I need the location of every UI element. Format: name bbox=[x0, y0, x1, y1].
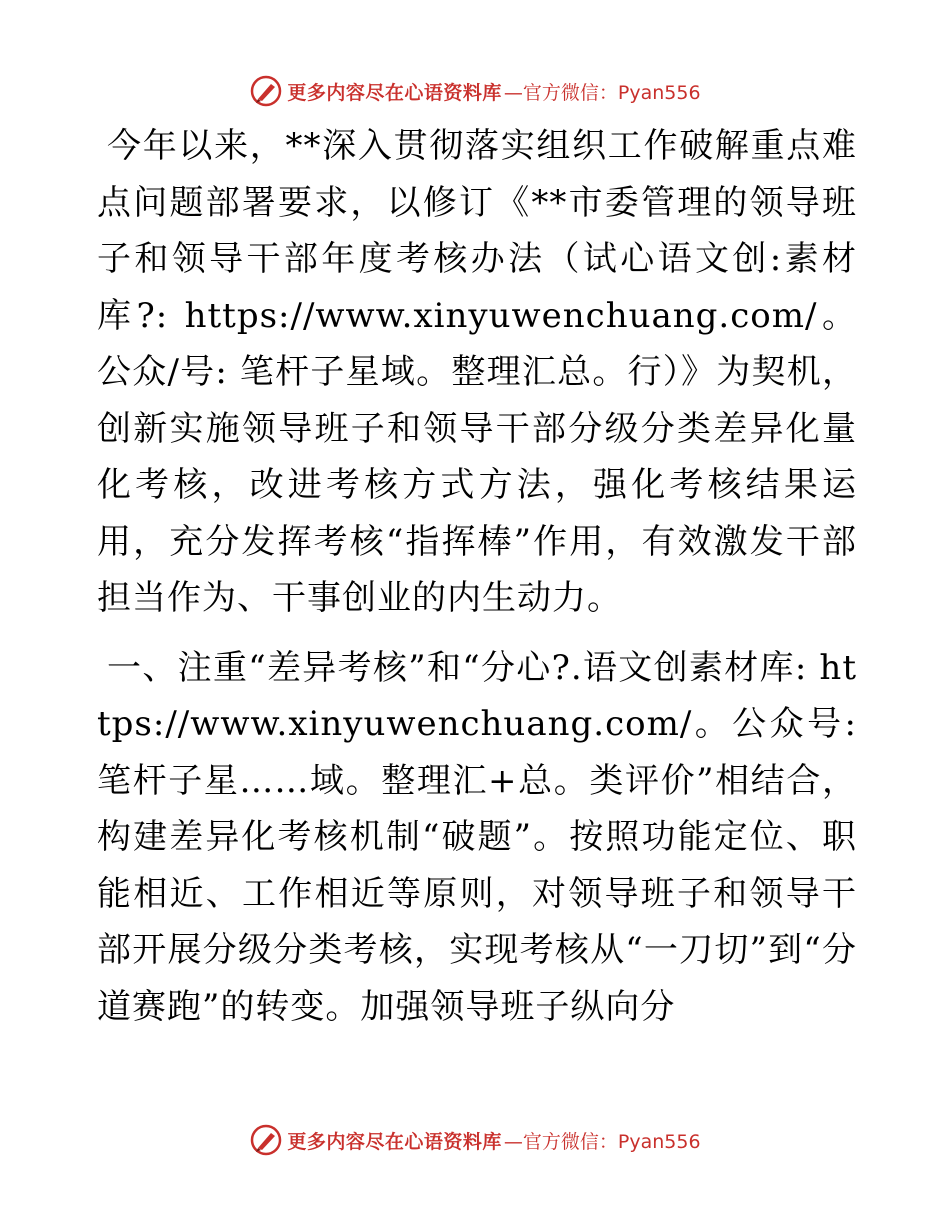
banner-brand-text: 更多内容尽在心语资料库 bbox=[287, 81, 502, 104]
paragraph-section-one: 一、注重“差异考核”和“分心?.语文创素材库: https://www.xinyuwenchuang.com/。公众号: 笔杆子星……域。整理汇+总。类评价”相结合，构建差异化考核机制“破题”。按照功能定位、职能相近、工作相近等原则，对领导班子和领导干部开展分级分类考核，实现考核从“一刀切”到“分道赛跑”的转变。加强领导班子纵向分 bbox=[97, 647, 857, 1027]
banner-brand-text: 更多内容尽在心语资料库 bbox=[287, 1130, 502, 1153]
paragraph-intro: 今年以来，**深入贯彻落实组织工作破解重点难点问题部署要求，以修订《**市委管理的领导班子和领导干部年度考核办法（试心语文创:素材库?: https://www.xinyuwenchuang.com/。公众/号: 笔杆子星域。整理汇总。行）》为契机，创新实施领导班子和领导干部分级分类差异化量化考核，改进考核方式方法，强化考核结果运用，充分发挥考核“指挥棒”作用，有效激发干部担当作为、干事创业的内生动力。 bbox=[97, 126, 857, 618]
document-body bbox=[97, 118, 857, 1035]
quill-pen-logo-icon bbox=[249, 74, 283, 108]
banner-wechat-text: —官方微信：Pyan556 bbox=[503, 81, 701, 104]
footer-watermark-banner bbox=[0, 1122, 950, 1158]
quill-pen-logo-icon bbox=[249, 1123, 283, 1157]
header-watermark-banner bbox=[0, 73, 950, 109]
banner-wechat-text: —官方微信：Pyan556 bbox=[503, 1130, 701, 1153]
